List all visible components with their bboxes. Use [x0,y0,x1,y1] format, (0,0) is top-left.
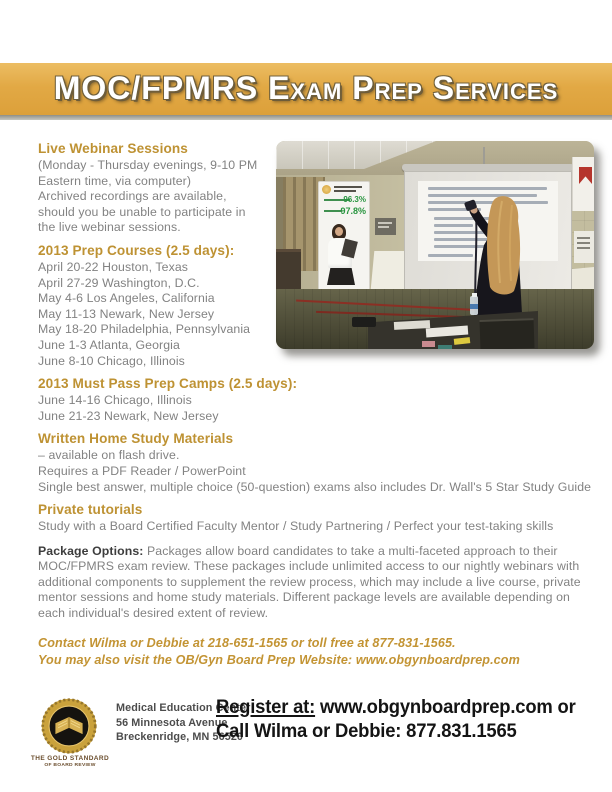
contact-block [38,635,594,670]
heading-private-tutorials: Private tutorials [38,502,143,518]
wall-plaque [375,218,396,235]
rollup-banner-stand [318,181,370,305]
list-item: May 11-13 Newark, New Jersey [38,306,215,321]
heading-prep-camps: 2013 Must Pass Prep Camps (2.5 days): [38,376,298,392]
list-item: June 21-23 Newark, New Jersey [38,408,219,423]
list-item: June 1-3 Atlanta, Georgia [38,337,180,352]
package-options-label: Package Options: [38,543,144,558]
conference-room-photo [276,141,594,349]
list-item: May 4-6 Los Angeles, California [38,291,215,306]
package-options-paragraph: Package Options: Packages allow board candidates to take a multi-faceted approach to their MOC/FPMRS exam review. These packages include unlimited access to our nightly webinars with additional components to supplement the review process, which may include a live course, private mentor sessions and home study materials. Different package levels are available depending on each individual's desired extent of review. [38,543,581,621]
register-url: www.obgynboardprep.com or [315,697,576,718]
prep-camps-list [38,393,594,424]
gold-seal-logo [40,697,98,755]
list-item: Requires a PDF Reader / PowerPoint [38,463,246,478]
register-line1 [216,696,594,720]
list-item: June 14-16 Chicago, Illinois [38,393,192,408]
list-item: April 20-22 Houston, Texas [38,259,189,274]
street-address: 56 Minnesota Avenue [116,716,228,729]
org-name: Medical Education Center [116,702,251,714]
main-content [38,136,594,670]
list-item: May 18-20 Philadelphia, Pennsylvania [38,322,251,337]
register-label: Register at: [216,697,316,718]
list-item: June 8-10 Chicago, Illinois [38,353,185,368]
banner-model-face [335,227,343,236]
banner-model-skirt [327,268,355,285]
register-block [216,696,594,744]
title-banner [0,63,612,115]
page-title: MOC/FPMRS Exam Prep Services [53,70,559,106]
webinars-recordings: Archived recordings are available, should you be unable to participate in the live webinar sessions. [38,189,246,235]
seal-tagline: THE GOLD STANDARD OF BOARD REVIEW [30,755,110,768]
water-bottle [470,296,478,315]
pink-item [422,341,435,347]
banner-shadow [0,115,612,120]
pass-rate-stat: 96.3% [343,195,366,204]
contact-phone-line: Contact Wilma or Debbie at 218-651-1565 or toll free at 877-831-1565. [38,635,456,650]
wall-card [574,231,594,263]
screen-case [402,164,574,171]
banner-model-binder [341,239,358,259]
register-line2: Call Wilma or Debbie: 877.831.1565 [216,721,517,742]
heading-home-study: Written Home Study Materials [38,431,234,447]
banner-logo-icon [322,185,331,194]
teal-item [438,345,452,349]
laptop [479,318,534,349]
tutorials-description: Study with a Board Certified Faculty Mentor / Study Partnering / Perfect your test-taking skills [38,519,554,534]
city-state-zip: Breckenridge, MN 56520 [116,731,244,743]
camera-device [352,317,376,327]
list-item: April 27-29 Washington, D.C. [38,275,200,290]
contact-website-line: You may also visit the OB/Gyn Board Prep Website: www.obgynboardprep.com [38,653,520,668]
list-item: Single best answer, multiple choice (50-question) exams also includes Dr. Wall's 5 Star Study Guide [38,479,592,494]
exit-sign [572,157,594,211]
pass-rate-stat: 97.8% [340,206,366,216]
home-study-lines [38,448,594,495]
webinars-schedule: (Monday - Thursday evenings, 9-10 PM Eastern time, via computer) [38,158,258,188]
list-item: – available on flash drive. [38,448,180,463]
heading-live-webinars: Live Webinar Sessions [38,141,188,156]
heading-prep-courses: 2013 Prep Courses (2.5 days): [38,242,235,258]
footer [0,693,612,783]
